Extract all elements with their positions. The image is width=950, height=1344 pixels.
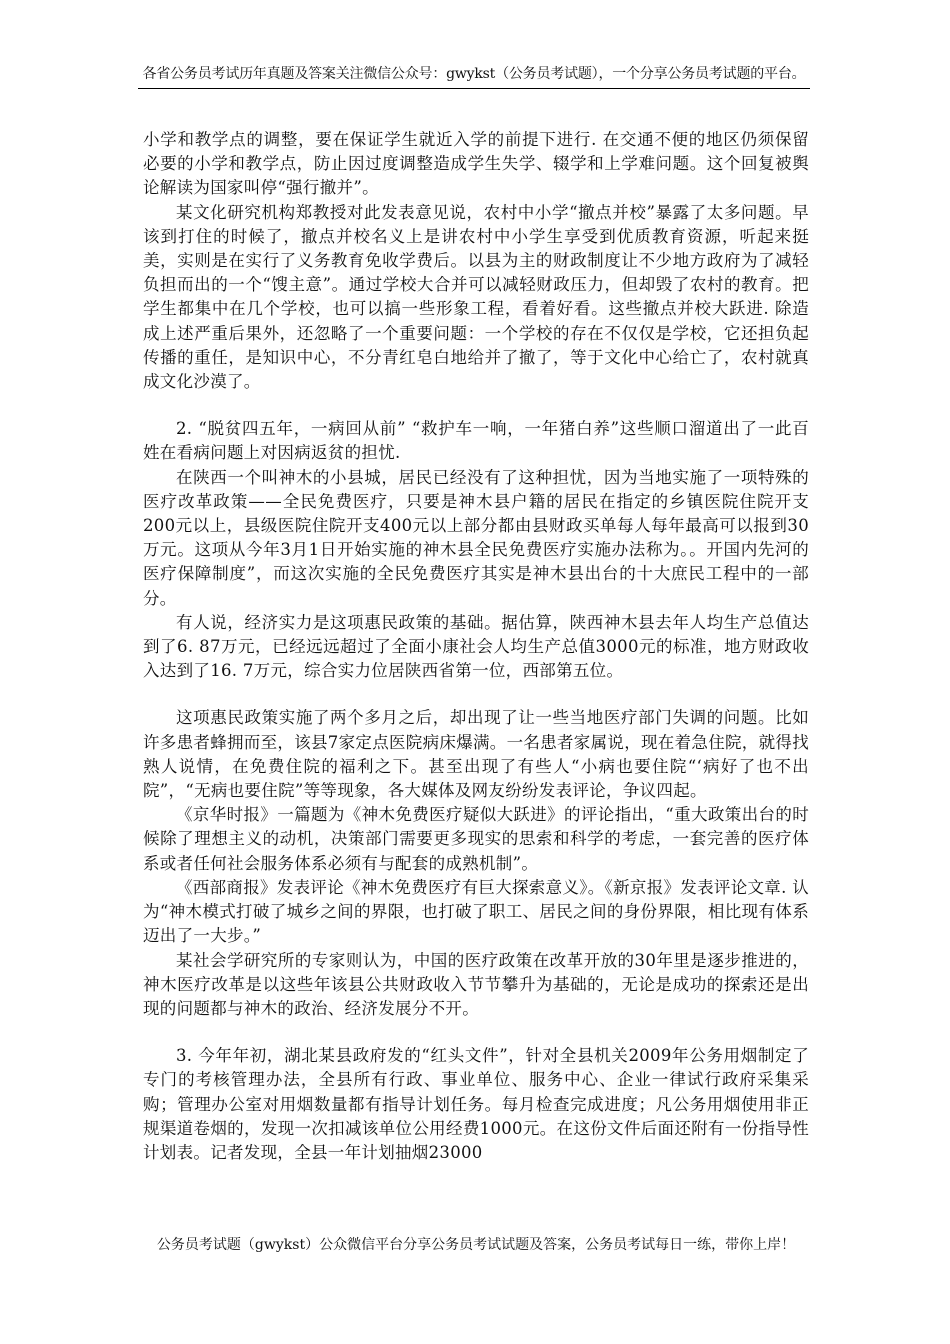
paragraph-9: 某社会学研究所的专家则认为，中国的医疗政策在改革开放的30年里是逐步推进的，神木医疗改革是以这些年该县公共财政收入节节攀升为基础的，无论是成功的探索还是出现的问题都与神木的政治、经济发展分不开。 [143,950,809,1018]
header-divider [138,88,810,89]
paragraph-8: 《西部商报》发表评论《神木免费医疗有巨大探索意义》。《新京报》发表评论文章. 认为“神木模式打破了城乡之间的界限，也打破了职工、居民之间的身份界限，相比现有体系迈出了一大步。” [143,877,809,946]
paragraph-3: 2. “脱贫四五年，一病回从前” “救护车一响，一年猪白养”这些顺口溜道出了一此百姓在看病问题上对因病返贫的担忧. [143,419,809,463]
paragraph-4: 在陕西一个叫神木的小县城，居民已经没有了这种担忧，因为当地实施了一项特殊的医疗改革政策——全民免费医疗，只要是神木县户籍的居民在指定的乡镇医院住院开支200元以上，县级医院住院开支400元以上部分都由县财政买单每人每年最高可以报到30万元。这项从今年3月1日开始实施的神木县全民免费医疗实施办法称为。。开国内先河的医疗保障制度”，而这次实施的全民免费医疗其实是神木县出台的十大庶民工程中的一部分。 [143,467,809,608]
paragraph-2: 某文化研究机构郑教授对此发表意见说，农村中小学“撤点并校”暴露了太多问题。早该到打住的时候了，撤点并校名义上是讲农村中小学生享受到优质教育资源，听起来挺美，实则是在实行了义务教育免收学费后。以县为主的财政制度让不少地方政府为了减轻负担而出的一个“馊主意”。通过学校大合并可以减轻财政压力，但却毁了农村的教育。把学生都集中在几个学校，也可以搞一些形象工程，看着好看。这些撤点并校大跃进. 除造成上述严重后果外，还忽略了一个重要问题：一个学校的存在不仅仅是学校，它还担负起传播的重任，是知识中心，不分青红皂白地给并了撤了，等于文化中心给亡了，农村就真成文化沙漠了。 [143,202,809,392]
paragraph-5: 有人说，经济实力是这项惠民政策的基础。据估算，陕西神木县去年人均生产总值达到了6. 87万元，已经远远超过了全面小康社会人均生产总值3000元的标准，地方财政收入达到了16. 7万元，综合实力位居陕西省第一位，西部第五位。 [143,612,809,681]
paragraph-10: 3. 今年年初，湖北某县政府发的“红头文件”，针对全县机关2009年公务用烟制定了专门的考核管理办法，全县所有行政、事业单位、服务中心、企业一律试行政府采集采购；管理办公室对用烟数量都有指导计划任务。每月检查完成进度；凡公务用烟使用非正规渠道卷烟的，发现一次扣减该单位公用经费1000元。在这份文件后面还附有一份指导性计划表。记者发现，全县一年计划抽烟23000 [143,1046,809,1162]
paragraph-7: 《京华时报》一篇题为《神木免费医疗疑似大跃进》的评论指出，“重大政策出台的时候除了理想主义的动机，决策部门需要更多现实的思索和科学的考虑，一套完善的医疗体系或者任何社会服务体系必须有与配套的成熟机制”。 [143,805,809,873]
page-header: 各省公务员考试历年真题及答案关注微信公众号：gwykst（公务员考试题），一个分享公务员考试题的平台。 [142,66,806,82]
page-footer: 公务员考试题（gwykst）公众微信平台分享公务员考试试题及答案，公务员考试每日一练，带你上岸！ [156,1237,796,1253]
paragraph-1: 小学和教学点的调整，要在保证学生就近入学的前提下进行. 在交通不便的地区仍须保留必要的小学和教学点，防止因过度调整造成学生失学、辍学和上学难问题。这个回复被舆论解读为国家叫停“强行撤并”。 [143,130,809,198]
document-body [143,128,809,1165]
paragraph-6: 这项惠民政策实施了两个多月之后，却出现了让一些当地医疗部门失调的问题。比如许多患者蜂拥而至，该县7家定点医院病床爆满。一名患者家属说，现在着急住院，就得找熟人说情，在免费住院的福利之下。甚至出现了有些人“小病也要住院“‘病好了也不出院”，“无病也要住院”等等现象，各大媒体及网友纷纷发表评论，争议四起。 [143,708,809,801]
